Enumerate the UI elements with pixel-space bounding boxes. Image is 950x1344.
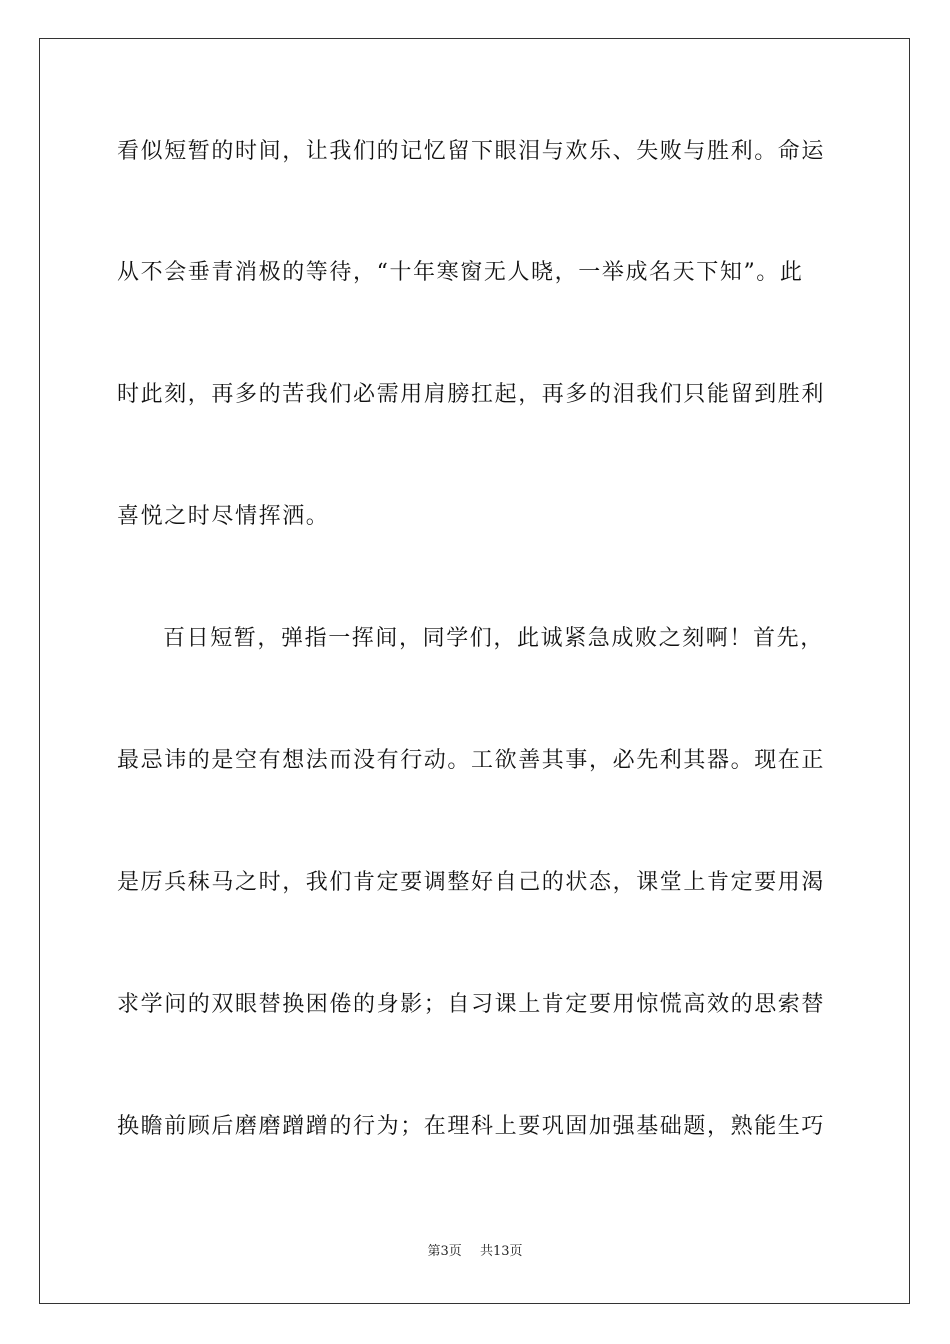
page-number: 第3页 bbox=[427, 1244, 462, 1259]
page-total: 共13页 bbox=[479, 1244, 523, 1259]
text-line: 求学问的双眼替换困倦的身影；自习课上肯定要用惊慌高效的思索替 bbox=[117, 992, 826, 1017]
text-line: 喜悦之时尽情挥洒。 bbox=[117, 504, 330, 529]
text-line: 最忌讳的是空有想法而没有行动。工欲善其事，必先利其器。现在正 bbox=[117, 748, 826, 773]
text-line: 看似短暂的时间，让我们的记忆留下眼泪与欢乐、失败与胜利。命运 bbox=[117, 139, 826, 164]
text-line: 从不会垂青消极的等待，“十年寒窗无人晓，一举成名天下知”。此 bbox=[117, 260, 804, 285]
text-line: 换瞻前顾后磨磨蹭蹭的行为；在理科上要巩固加强基础题，熟能生巧 bbox=[117, 1114, 826, 1139]
text-line: 时此刻，再多的苦我们必需用肩膀扛起，再多的泪我们只能留到胜利 bbox=[117, 382, 826, 407]
text-line: 是厉兵秣马之时，我们肯定要调整好自己的状态，课堂上肯定要用渴 bbox=[117, 870, 826, 895]
paragraph-start-line: 百日短暂，弹指一挥间，同学们，此诚紧急成败之刻啊！首先， bbox=[163, 626, 824, 651]
page-footer bbox=[0, 1243, 950, 1261]
